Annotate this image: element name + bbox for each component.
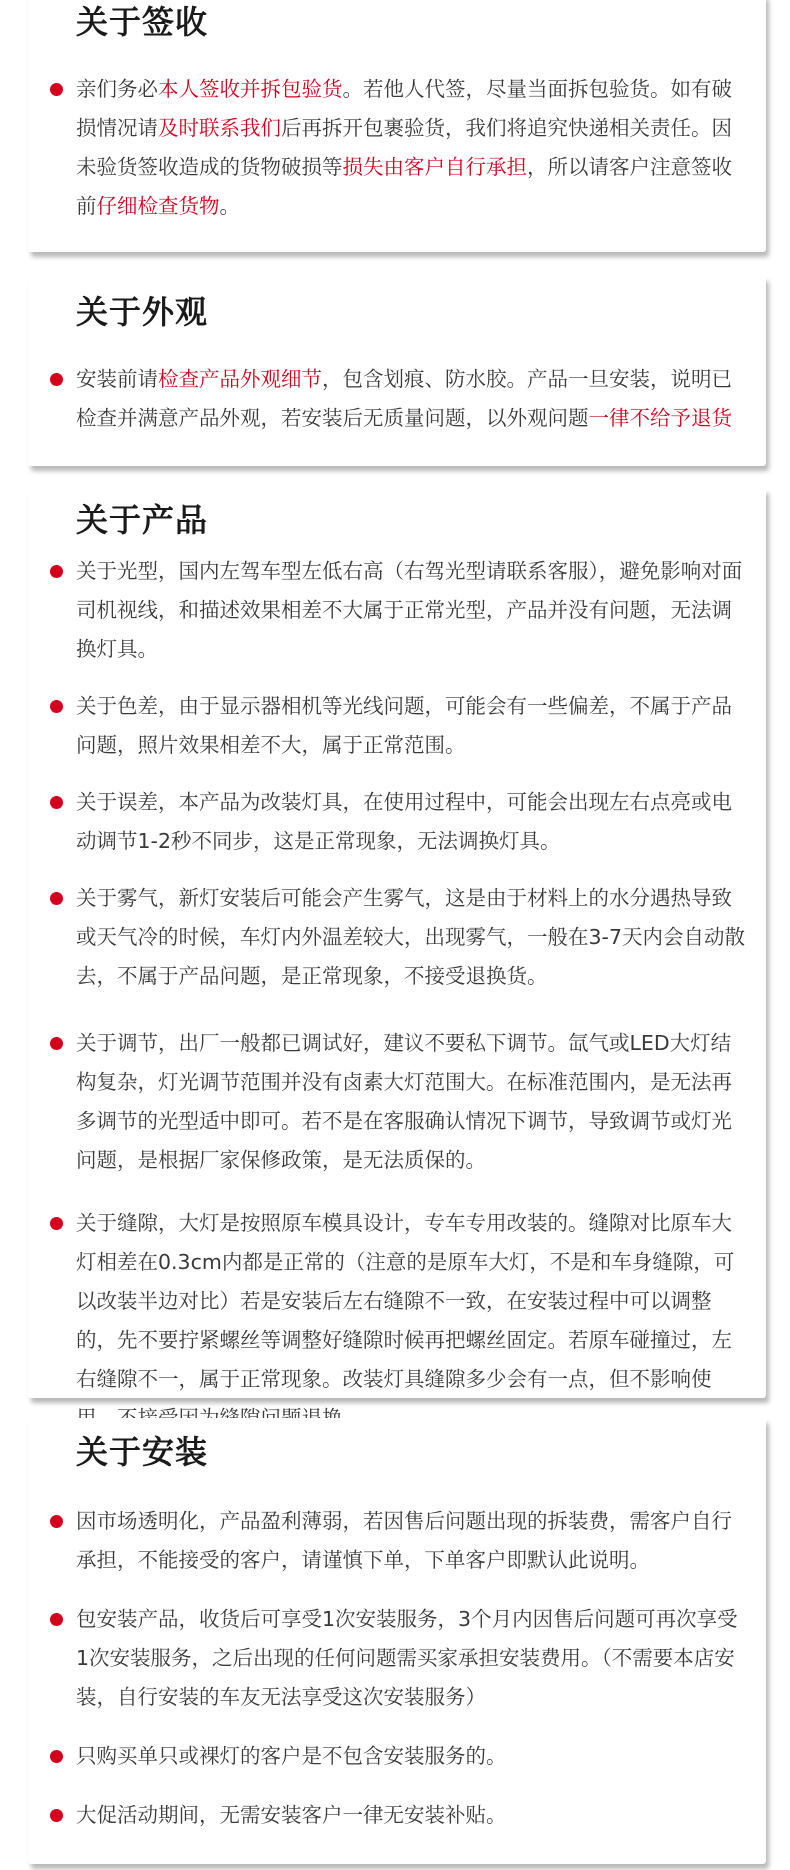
appearance-notice: 安装前请检查产品外观细节，包含划痕、防水胶。产品一旦安装，说明已检查并满意产品外观，若安装后无质量问题，以外观问题一律不给予退货 bbox=[50, 360, 750, 438]
highlight-check-appearance: 检查产品外观细节 bbox=[158, 367, 322, 391]
install-note-fees: 因市场透明化，产品盈利薄弱，若因售后问题出现的拆装费，需客户自行承担，不能接受的客户，请谨慎下单，下单客户即默认此说明。 bbox=[50, 1502, 750, 1580]
appearance-section bbox=[28, 276, 766, 466]
product-section bbox=[28, 488, 766, 1398]
bullet-icon bbox=[50, 1750, 63, 1763]
product-note-beam: 关于光型，国内左驾车型左低右高（右驾光型请联系客服），避免影响对面司机视线，和描述效果相差不大属于正常光型，产品并没有问题，无法调换灯具。 bbox=[50, 552, 750, 669]
install-section-title: 关于安装 bbox=[76, 1433, 209, 1471]
bullet-icon bbox=[50, 1515, 63, 1528]
product-note-gap: 关于缝隙，大灯是按照原车模具设计，专车专用改装的。缝隙对比原车大灯相差在0.3cm内都是正常的（注意的是原车大灯，不是和车身缝隙，可以改装半边对比）若是安装后左右缝隙不一致，在安装过程中可以调整的，先不要拧紧螺丝等调整好缝隙时候再把螺丝固定。若原车碰撞过，左右缝隙不一，属于正常现象。改装灯具缝隙多少会有一点，但不影响使 bbox=[50, 1204, 750, 1438]
product-note-tolerance: 关于误差，本产品为改装灯具，在使用过程中，可能会出现左右点亮或电动调节1-2秒不同步，这是正常现象，无法调换灯具。 bbox=[50, 783, 750, 861]
bullet-icon bbox=[50, 373, 63, 386]
bullet-icon bbox=[50, 83, 63, 96]
bullet-icon bbox=[50, 1809, 63, 1822]
receipt-notice: 亲们务必本人签收并拆包验货。若他人代签，尽量当面拆包验货。如有破损情况请及时联系我们后再拆开包裹验货，我们将追究快递相关责任。因未验货签收造成的货物破损等损失由客户自行承担，所以请客户注意签收前仔细检查货物。 bbox=[50, 70, 750, 226]
bullet-icon bbox=[50, 1037, 63, 1050]
receipt-section-title: 关于签收 bbox=[76, 3, 209, 41]
highlight-check-goods: 仔细检查货物 bbox=[96, 194, 220, 218]
bullet-icon bbox=[50, 700, 63, 713]
receipt-section bbox=[28, 0, 766, 252]
product-note-fog: 关于雾气，新灯安装后可能会产生雾气，这是由于材料上的水分遇热导致或天气冷的时候，车灯内外温差较大，出现雾气，一般在3-7天内会自动散去，不属于产品问题，是正常现象，不接受退换货。 bbox=[50, 879, 750, 996]
appearance-section-title: 关于外观 bbox=[76, 293, 209, 331]
highlight-customer-liability: 损失由客户自行承担 bbox=[342, 155, 527, 179]
bullet-icon bbox=[50, 565, 63, 578]
highlight-self-sign: 本人签收并拆包验货 bbox=[158, 77, 343, 101]
install-note-service: 包安装产品，收货后可享受1次安装服务，3个月内因售后问题可再次享受1次安装服务，之后出现的任何问题需买家承担安装费用。（不需要本店安装，自行安装的车友无法享受这次安装服务） bbox=[50, 1600, 750, 1717]
product-note-color: 关于色差，由于显示器相机等光线问题，可能会有一些偏差，不属于产品问题，照片效果相差不大，属于正常范围。 bbox=[50, 687, 750, 765]
highlight-contact-us: 及时联系我们 bbox=[158, 116, 281, 140]
install-note-promotion: 大促活动期间，无需安装客户一律无安装补贴。 bbox=[50, 1796, 750, 1835]
bullet-icon bbox=[50, 892, 63, 905]
product-note-adjustment: 关于调节，出厂一般都已调试好，建议不要私下调节。氙气或LED大灯结构复杂，灯光调节范围并没有卤素大灯范围大。在标准范围内，是无法再多调节的光型适中即可。若不是在客服确认情况下调节，导致调节或灯光问题，是根据厂家保修政策，是无法质保的。 bbox=[50, 1024, 750, 1180]
highlight-no-return: 一律不给予退货 bbox=[588, 406, 732, 430]
bullet-icon bbox=[50, 1613, 63, 1626]
install-section bbox=[28, 1418, 766, 1864]
product-section-title: 关于产品 bbox=[76, 501, 209, 539]
bullet-icon bbox=[50, 1217, 63, 1230]
install-note-single-lamp: 只购买单只或裸灯的客户是不包含安装服务的。 bbox=[50, 1737, 750, 1776]
bullet-icon bbox=[50, 796, 63, 809]
